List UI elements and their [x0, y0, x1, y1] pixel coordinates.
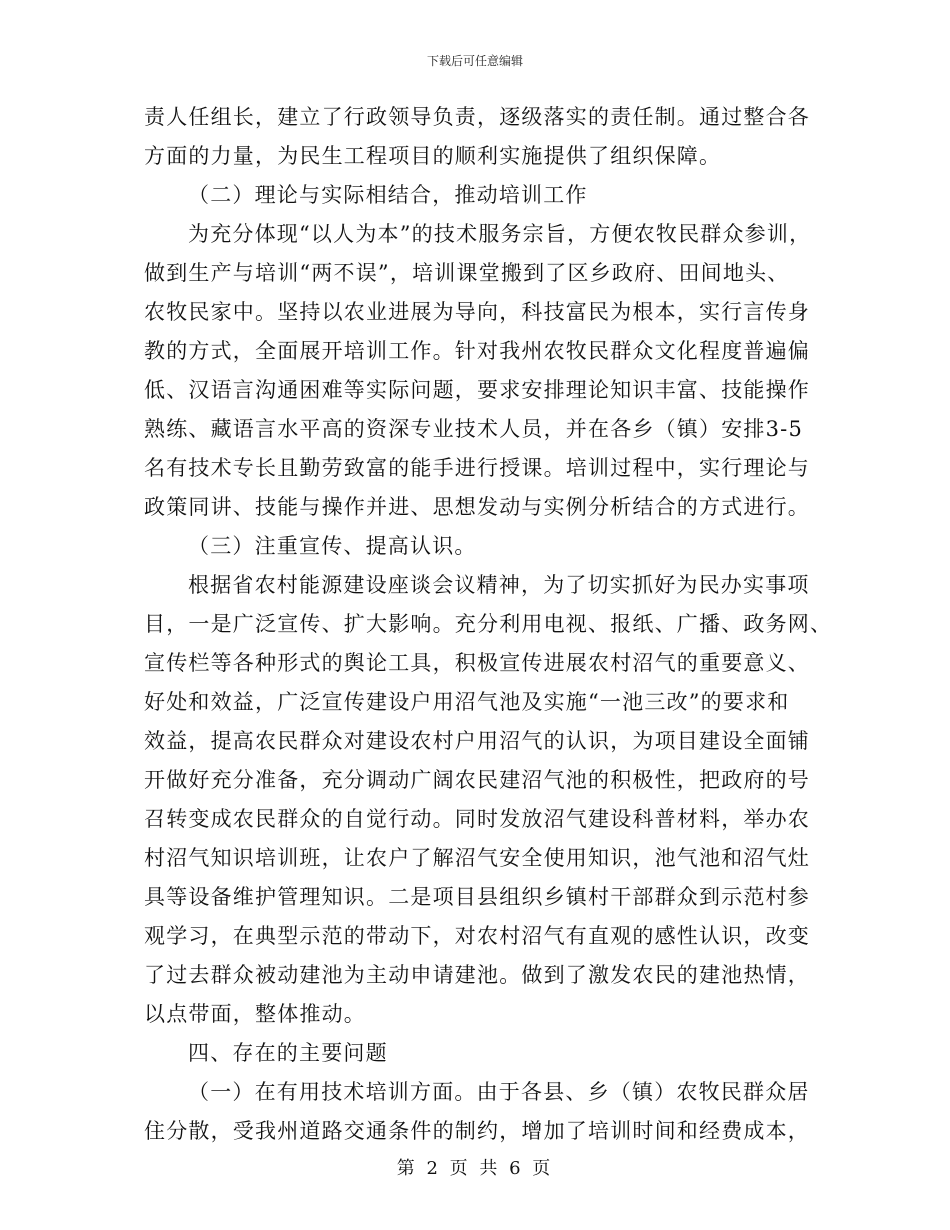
body-line: （一）在有用技术培训方面。由于各县、乡（镇）农牧民群众居: [188, 1080, 810, 1104]
body-line: 低、汉语言沟通困难等实际问题，要求安排理论知识丰富、技能操作: [144, 378, 810, 402]
document-body: [144, 98, 833, 1151]
body-line: 熟练、藏语言水平高的资深专业技术人员，并在各乡（镇）安排3-5: [144, 417, 804, 441]
body-line: 目，一是广泛宣传、扩大影响。充分利用电视、报纸、广播、政务网、: [144, 612, 833, 636]
body-line: 效益，提高农民群众对建设农村户用沼气的认识，为项目建设全面铺: [144, 729, 810, 753]
body-line: 为充分体现“以人为本”的技术服务宗旨，方便农牧民群众参训，: [188, 222, 812, 246]
body-line: 了过去群众被动建池为主动申请建池。做到了激发农民的建池热情，: [144, 963, 810, 987]
body-line: 做到生产与培训“两不误”，培训课堂搬到了区乡政府、田间地头、: [144, 261, 790, 285]
body-line: 农牧民家中。坚持以农业进展为导向，科技富民为根本，实行言传身: [144, 300, 810, 324]
body-line: 具等设备维护管理知识。二是项目县组织乡镇村干部群众到示范村参: [144, 885, 810, 909]
body-line: 好处和效益，广泛宣传建设户用沼气池及实施“一池三改”的要求和: [144, 690, 790, 714]
body-line: 责人任组长，建立了行政领导负责，逐级落实的责任制。通过整合各: [144, 105, 810, 129]
page-footer: 第 2 页 共 6 页: [396, 1158, 554, 1179]
page-header: 下载后可任意编辑: [426, 54, 523, 68]
section-heading: 四、存在的主要问题: [188, 1041, 388, 1065]
body-line: 教的方式，全面展开培训工作。针对我州农牧民群众文化程度普遍偏: [144, 339, 810, 363]
body-line: 政策同讲、技能与操作并进、思想发动与实例分析结合的方式进行。: [144, 495, 810, 519]
body-line: 住分散，受我州道路交通条件的制约，增加了培训时间和经费成本，: [144, 1119, 810, 1143]
body-line: 方面的力量，为民生工程项目的顺利实施提供了组织保障。: [144, 144, 722, 168]
body-line: 观学习，在典型示范的带动下，对农村沼气有直观的感性认识，改变: [144, 924, 810, 948]
body-line: 名有技术专长且勤劳致富的能手进行授课。培训过程中，实行理论与: [144, 456, 810, 480]
body-line: 村沼气知识培训班，让农户了解沼气安全使用知识，池气池和沼气灶: [144, 846, 810, 870]
section-heading: （三）注重宣传、提高认识。: [188, 534, 477, 558]
body-line: 根据省农村能源建设座谈会议精神，为了切实抓好为民办实事项: [188, 573, 810, 597]
body-line: 宣传栏等各种形式的舆论工具，积极宣传进展农村沼气的重要意义、: [144, 651, 810, 675]
body-line: 开做好充分准备，充分调动广阔农民建沼气池的积极性，把政府的号: [144, 768, 810, 792]
section-heading: （二）理论与实际相结合，推动培训工作: [188, 183, 588, 207]
body-line: 召转变成农民群众的自觉行动。同时发放沼气建设科普材料，举办农: [144, 807, 810, 831]
body-line: 以点带面，整体推动。: [144, 1002, 366, 1026]
